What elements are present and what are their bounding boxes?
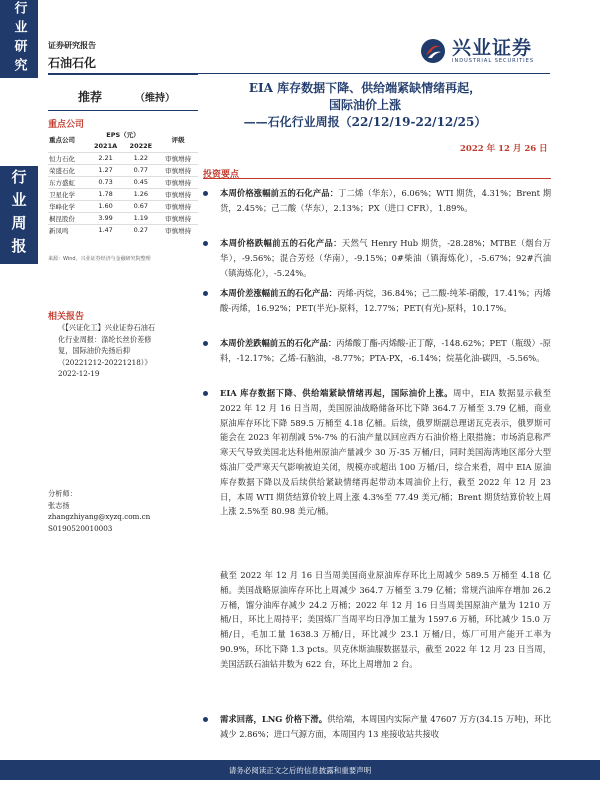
logo-brand-cn: 兴业证券 (452, 37, 533, 59)
related-line: 复，国际油价先扬后抑 (58, 346, 130, 355)
cell-eps-2021: 2.21 (88, 152, 124, 164)
analyst-info (48, 488, 150, 534)
table-row (48, 152, 198, 164)
eps-table-header (48, 128, 198, 140)
bullet-price-gainers (203, 186, 551, 216)
bullet-text: 周中，EIA 数据显示截至 2022 年 12 月 16 日当周，美国原油战略储备环比下降 364.7 万桶至 3.79 亿桶，商业原油库存环比下降 589.5 万桶至 4.18 亿桶。后续，俄罗斯副总理诺瓦克表示，俄罗斯可能会在 2023 年初削减 5%-7% 的石油产量以回应西方石油价格上限措施；市场消息称严寒天气导致美国北达科他州原油产量减少 30 万-35 万桶/日，同时美国海湾地区部分大型炼油厂受严寒天气影响被迫关闭，规模亦或超出 100 万桶/日，综合来看，周中 EIA 原油库存数据下降以及后续供给紧缺情绪再起带动本周油价上行，截至 2022 年 12 月 23 日，本周 WTI 期货结算价较上周上涨 4.3%至 77.49 美元/桶；Brent 期货结算价较上周上涨 2.5%至 80.98 美元/桶。 (220, 388, 551, 517)
logo-brand-en: INDUSTRIAL SECURITIES (452, 58, 534, 64)
bullet-lead: 需求回落，LNG 价格下滑。 (220, 714, 328, 724)
cell-eps-2022: 0.27 (123, 224, 158, 236)
bullet-lead: 本周价格跌幅前五的石化产品： (220, 238, 342, 248)
cell-name: 恒力石化 (48, 152, 88, 164)
related-reports-heading: 相关报告 (48, 312, 85, 322)
cell-rating: 审慎增持 (158, 200, 198, 212)
related-line: （20221212-20221218）》 (58, 357, 152, 367)
cell-name: 新凤鸣 (48, 224, 88, 236)
bullet-text: 丙烯-丙烷，36.84%；己二酸-纯苯-硝酸，17.41%；丙烯酸-丙烯，16.92%；PET(半光)-原料，12.77%；PET(有光)-原料，10.17%。 (220, 288, 551, 313)
header-rule-right (198, 73, 550, 74)
company-logo (420, 38, 534, 64)
cell-eps-2022: 1.22 (123, 152, 158, 164)
bullet-dot-icon (203, 241, 208, 246)
bullet-dot-icon (203, 391, 208, 396)
table-row (48, 188, 198, 200)
key-companies-heading: 重点公司 (48, 120, 85, 130)
bullet-text: 丙烯酸丁酯-丙烯酸-正丁醇，-148.62%；PET（瓶级）-原料，-12.17%；乙烯-石脑油，-8.77%；PTA-PX，-6.14%；烷基化油-碳四，-5.56%。 (220, 338, 551, 363)
col-2021a: 2021A (94, 141, 118, 150)
bullet-lead: 本周价差跌幅前五的石化产品： (220, 338, 337, 348)
sidebar-label-weekly: 行业周报 (9, 169, 28, 261)
cell-eps-2021: 1.78 (88, 188, 124, 200)
bullet-text: 天然气 Henry Hub 期货，-28.28%；MTBE（烟台万华），-9.56%；混合芳烃（华南），-9.15%；0#柴油（镇海炼化），-5.67%；92#汽油（镇海炼化），-5.24%。 (220, 238, 551, 278)
cell-eps-2021: 0.73 (88, 176, 124, 188)
related-report-link[interactable] (58, 322, 198, 380)
table-row (48, 176, 198, 188)
cell-eps-2021: 3.99 (88, 212, 124, 224)
bullet-text: 丁二烯（华东），6.06%；WTI 期货，4.31%；Brent 期货，2.45%；己二酸（华东），2.13%；PX（进口 CFR），1.89%。 (220, 188, 551, 213)
cell-rating: 审慎增持 (158, 164, 198, 176)
analyst-name: 张志扬 (48, 500, 70, 510)
bullet-lead: EIA 库存数据下降、供给端紧缺情绪再起，国际油价上涨。 (220, 388, 454, 398)
related-line: 《【兴证化工】兴业证券石油石 (58, 323, 156, 332)
table-row (48, 164, 198, 176)
title-line-1: EIA 库存数据下降、供给端紧缺情绪再起， (248, 81, 482, 95)
sector-name: 石油石化 (48, 56, 97, 70)
cell-eps-2021: 1.60 (88, 200, 124, 212)
table-row (48, 224, 198, 236)
bullet-lead: 本周价格涨幅前五的石化产品： (220, 188, 339, 198)
report-date: 2022 年 12 月 26 日 (460, 144, 548, 154)
rating-note: （维持） (135, 93, 175, 104)
bullet-text: 供给端，本周国内实际产量 47607 万方(34.15 万吨)，环比减少 2.86%；进口气源方面，本周国内 13 座接收站共接收 (220, 714, 551, 739)
cell-eps-2022: 0.45 (123, 176, 158, 188)
disclaimer-footer: 请务必阅读正文之后的信息披露和重要声明 (0, 760, 600, 780)
investment-highlights-heading: 投资要点 (203, 170, 240, 180)
cell-eps-2022: 0.77 (123, 164, 158, 176)
cell-name: 卫星化学 (48, 188, 88, 200)
bullet-dot-icon (203, 341, 208, 346)
col-rating: 评级 (171, 136, 185, 145)
cell-name: 东方盛虹 (48, 176, 88, 188)
cell-rating: 审慎增持 (158, 188, 198, 200)
sidebar-label-research: 行业研究 (11, 1, 27, 77)
bullet-lead: 本周价差涨幅前五的石化产品： (220, 288, 338, 298)
header-rule-left (48, 73, 198, 75)
rating-rule (48, 110, 198, 111)
analyst-license: S0190520010003 (48, 523, 113, 533)
related-date: 2022-12-19 (58, 369, 100, 378)
bullet-spread-gainers (203, 286, 551, 316)
title-subtitle: ——石化行业周报（22/12/19-22/12/25） (243, 115, 487, 129)
cell-eps-2021: 1.47 (88, 224, 124, 236)
bullet-spread-losers (203, 336, 551, 366)
cell-eps-2021: 1.27 (88, 164, 124, 176)
cell-eps-2022: 1.26 (123, 188, 158, 200)
table-row (48, 212, 198, 224)
report-title (210, 80, 520, 131)
analyst-email[interactable]: zhangzhiyang@xyzq.com.cn (48, 512, 151, 521)
bullet-dot-icon (203, 717, 208, 722)
sidebar-band-top (0, 0, 38, 78)
eps-table (48, 128, 198, 236)
report-type: 证券研究报告 (48, 41, 96, 50)
logo-emblem-icon (420, 38, 446, 64)
cell-rating: 审慎增持 (158, 224, 198, 236)
cell-rating: 审慎增持 (158, 176, 198, 188)
cell-rating: 审慎增持 (158, 212, 198, 224)
bullet-price-losers (203, 236, 551, 280)
col-2022e: 2022E (129, 141, 153, 150)
bullet-eia-inventory (203, 386, 551, 519)
related-line: 化行业周报：涤纶长丝价差修 (58, 334, 152, 344)
title-line-2: 国际油价上涨 (328, 98, 401, 112)
col-eps: EPS（元） (106, 130, 140, 139)
analyst-label: 分析师： (48, 489, 77, 498)
cell-eps-2022: 0.67 (123, 200, 158, 212)
cell-eps-2022: 1.19 (123, 212, 158, 224)
cell-name: 桐昆股份 (48, 212, 88, 224)
cell-name: 华峰化学 (48, 200, 88, 212)
table-row (48, 200, 198, 212)
eps-source-note: 来源：Wind，兴业证券经济与金融研究院整理 (48, 256, 151, 262)
rating-label: 推荐 (78, 90, 103, 104)
sidebar-band-mid (0, 166, 38, 264)
bullet-dot-icon (203, 191, 208, 196)
us-crude-paragraph: 截至 2022 年 12 月 16 日当周美国商业原油库存环比上周减少 589.5 万桶至 4.18 亿桶。美国战略原油库存环比上周减少 364.7 万桶至 3.79 亿桶；常规汽油库存增加 26.2 万桶，馏分油库存减少 24.2 万桶；2022 年 12 月 16 日当周美国原油产量为 1210 万桶/日，环比上周持平；美国炼厂当周平均日净加工量为 1597.6 万桶，环比减少 15.0 万桶/日，毛加工量 1638.3 万桶/日，环比减少 23.1 万桶/日，炼厂可用产能开工率为 90.9%，环比下降 1.3 pcts。贝克休斯油服数据显示，截至 2022 年 12 月 23 日当周，美国活跃石油钻井数为 622 台，环比上周增加 2 台。 (220, 570, 551, 669)
highlights-rule (203, 178, 551, 179)
col-company: 重点公司 (49, 136, 75, 145)
cell-rating: 审慎增持 (158, 152, 198, 164)
cell-name: 荣盛石化 (48, 164, 88, 176)
bullet-lng (203, 712, 551, 742)
bullet-dot-icon (203, 291, 208, 296)
